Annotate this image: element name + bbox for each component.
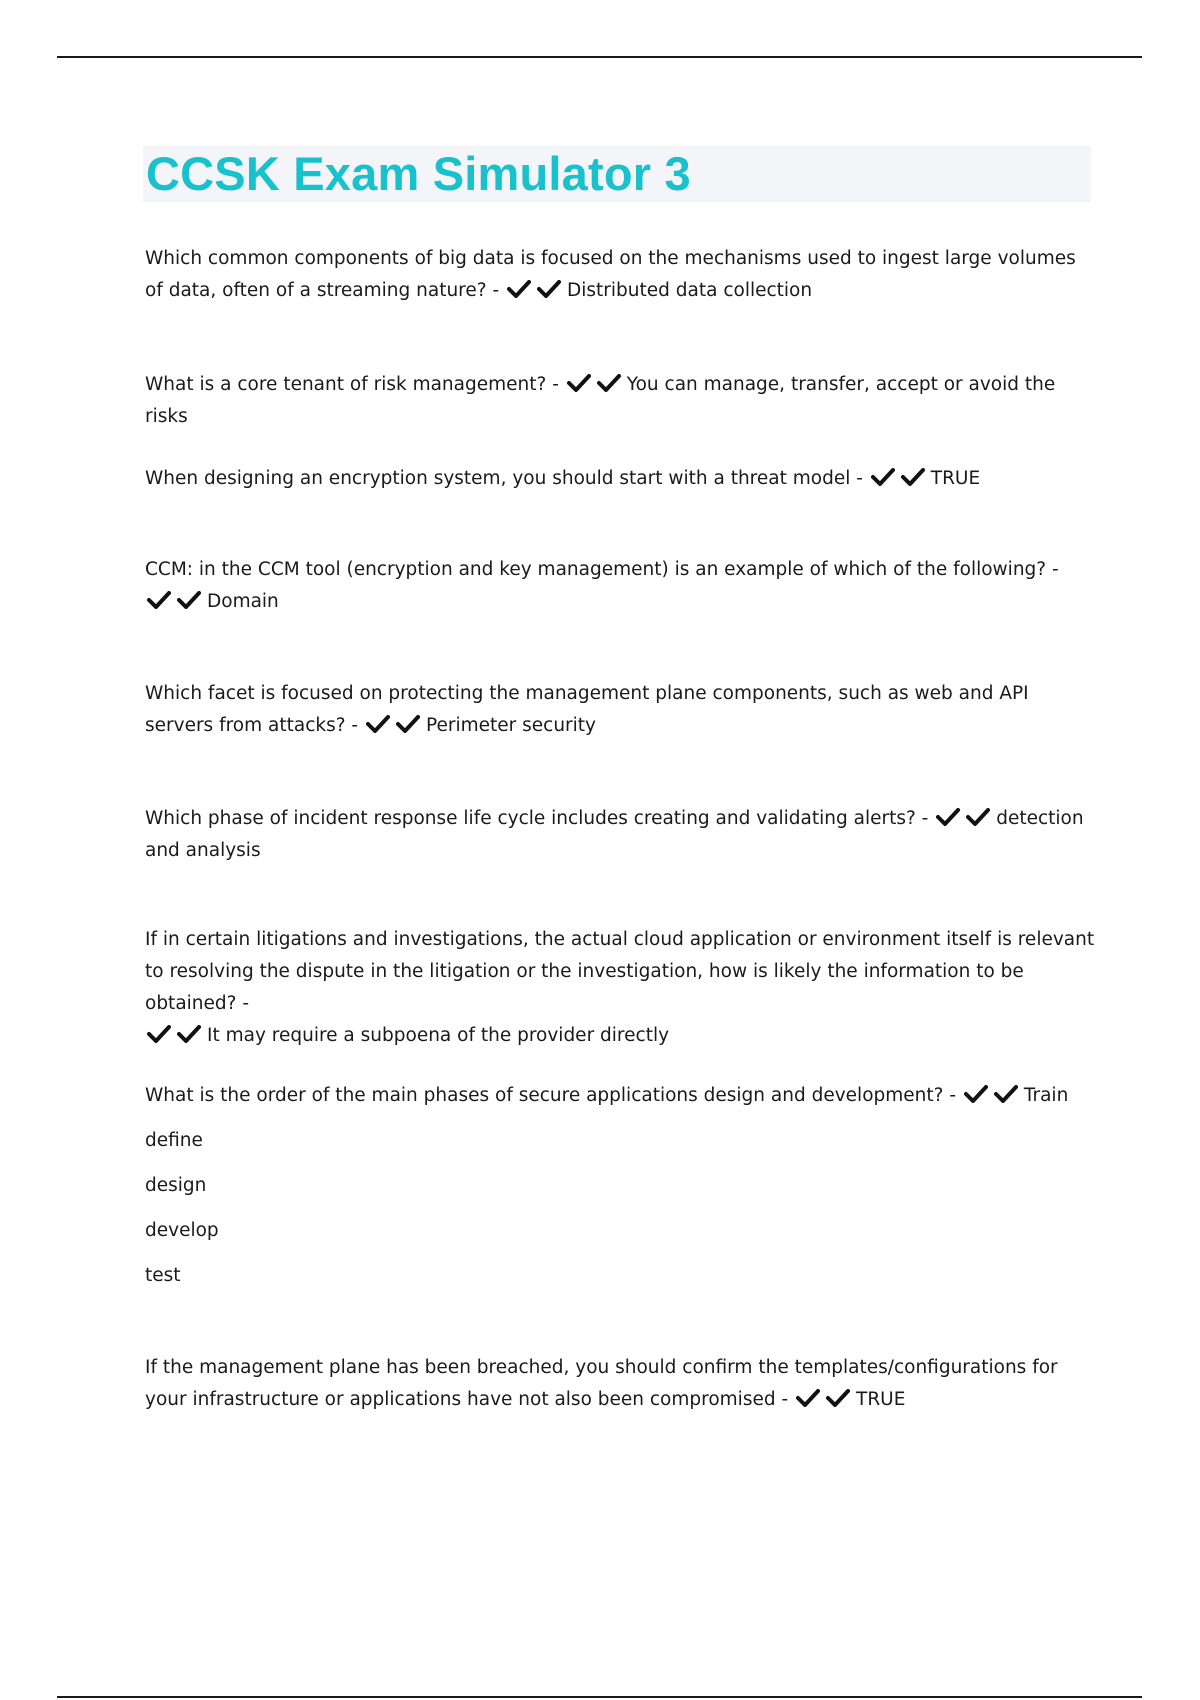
qa-item-2: [145, 369, 1095, 433]
check-icon: [366, 715, 390, 733]
check-icon: [147, 1025, 171, 1043]
bottom-rule: [57, 1696, 1142, 1698]
answer-text: Perimeter security: [425, 715, 596, 736]
check-icon: [826, 1389, 850, 1407]
question-text: Which common components of big data is focused on the mechanisms used to ingest large volumes of data, often of a streaming nature?: [145, 248, 1076, 301]
check-icon: [871, 468, 895, 486]
separator: -: [775, 1389, 795, 1410]
check-icon: [147, 591, 171, 609]
qa-item-6: [145, 803, 1095, 867]
separator: -: [236, 993, 250, 1014]
check-icon: [396, 715, 420, 733]
check-icon: [537, 280, 561, 298]
separator: -: [345, 715, 364, 736]
answer-line: develop: [145, 1220, 219, 1241]
check-icon: [936, 808, 960, 826]
qa-item-3: [145, 463, 1095, 495]
check-icon: [994, 1085, 1018, 1103]
answer-text: Domain: [207, 591, 279, 612]
answer-text: Distributed data collection: [567, 280, 813, 301]
check-icon: [507, 280, 531, 298]
question-text: If the management plane has been breached, you should confirm the templates/configurations for your infrastructure or applications have not also been compromised: [145, 1357, 1058, 1410]
qa-item-5: [145, 678, 1095, 742]
question-text: CCM: in the CCM tool (encryption and key management) is an example of which of the following?: [145, 559, 1047, 580]
answer-text: Train: [1023, 1085, 1069, 1106]
qa-item-4: [145, 554, 1095, 618]
answer-text: detection and analysis: [145, 808, 1084, 861]
qa-item-8: [145, 1080, 1095, 1292]
answer-text: You can manage, transfer, accept or avoid the risks: [145, 374, 1056, 427]
answer-line: design: [145, 1175, 207, 1196]
answer-line: test: [145, 1265, 181, 1286]
question-text: When designing an encryption system, you should start with a threat model: [145, 468, 851, 489]
question-text: What is a core tenant of risk management?: [145, 374, 547, 395]
separator: -: [546, 374, 565, 395]
qa-item-1: [145, 243, 1095, 307]
check-icon: [964, 1085, 988, 1103]
check-icon: [966, 808, 990, 826]
question-text: Which facet is focused on protecting the management plane components, such as web and API servers from attacks?: [145, 683, 1029, 736]
separator: -: [915, 808, 935, 829]
question-text: What is the order of the main phases of secure applications design and development?: [145, 1085, 944, 1106]
top-rule: [57, 56, 1142, 58]
answer-text: TRUE: [930, 468, 981, 489]
qa-item-9: [145, 1352, 1095, 1416]
separator: -: [943, 1085, 962, 1106]
separator: -: [850, 468, 869, 489]
check-icon: [597, 374, 621, 392]
qa-item-7: [145, 924, 1095, 1052]
answer-line: define: [145, 1130, 203, 1151]
answer-text: TRUE: [856, 1389, 906, 1410]
separator: -: [486, 280, 506, 301]
question-text: Which phase of incident response life cycle includes creating and validating alerts?: [145, 808, 916, 829]
question-text: If in certain litigations and investigations, the actual cloud application or environment itself is relevant to resolving the dispute in the litigation or the investigation, how is likely the information to be obtained?: [145, 929, 1095, 1014]
separator: -: [1046, 559, 1059, 580]
check-icon: [567, 374, 591, 392]
page-title: CCSK Exam Simulator 3: [146, 147, 691, 200]
check-icon: [901, 468, 925, 486]
check-icon: [177, 1025, 201, 1043]
answer-text: It may require a subpoena of the provider directly: [207, 1025, 670, 1046]
check-icon: [796, 1389, 820, 1407]
check-icon: [177, 591, 201, 609]
